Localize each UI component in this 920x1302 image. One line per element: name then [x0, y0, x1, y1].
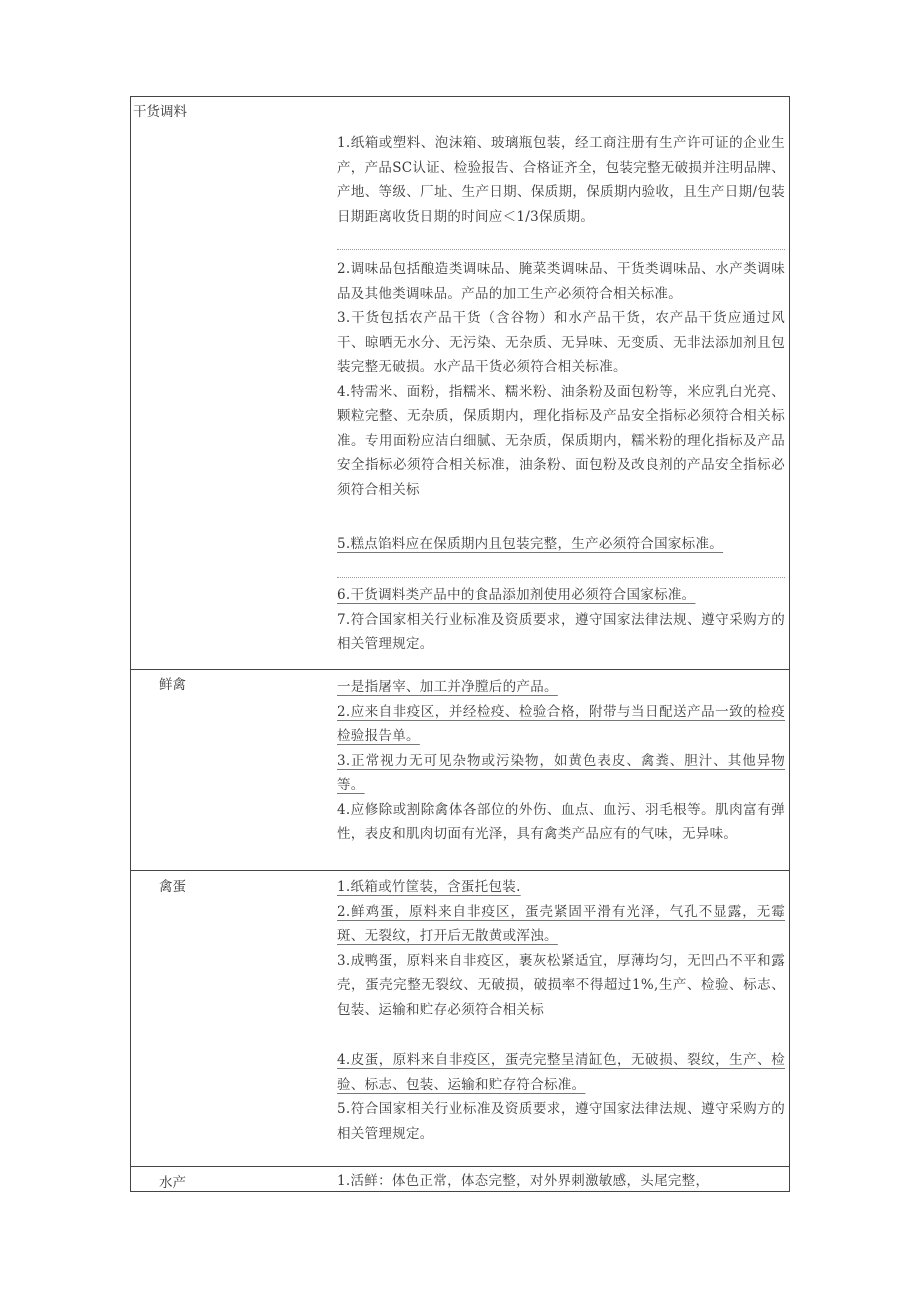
fresh-poultry-item-2: 2.应来自非疫区，并经检疫、检验合格，附带与当日配送产品一致的检疫检验报告单。	[337, 703, 785, 744]
fresh-poultry-item-1: 一是指屠宰、加工并净膛后的产品。	[337, 679, 558, 695]
dry-goods-item-6: 6.干货调料类产品中的食品添加剂使用必须符合国家标准。	[337, 587, 696, 603]
dotted-divider	[337, 577, 785, 578]
aquatic-item-1: 1.活鲜：体色正常，体态完整，对外界刺激敏感，头尾完整，	[337, 1173, 710, 1189]
fresh-poultry-item-4: 4.应修除或割除禽体各部位的外伤、血点、血污、羽毛根等。肌肉富有弹性，表皮和肌肉切面有光泽，具有禽类产品应有的气味，无异味。	[337, 801, 785, 842]
dry-goods-item-2: 2.调味品包括酿造类调味品、腌菜类调味品、干货类调味品、水产类调味品及其他类调味品。产品的加工生产必须符合相关标准。	[337, 261, 785, 302]
eggs-item-4: 4.皮蛋，原料来自非疫区，蛋壳完整呈清缸色，无破损、裂纹，生产、检验、标志、包装、运输和贮存符合标准。	[337, 1052, 785, 1093]
category-dry-goods: 干货调料	[133, 104, 187, 120]
aquatic-text-block	[337, 1169, 785, 1194]
row-divider	[131, 870, 789, 871]
dotted-divider	[337, 249, 785, 250]
dry-goods-text-block-2	[337, 257, 785, 502]
eggs-text-block-1	[337, 875, 785, 1022]
row-divider	[131, 669, 789, 670]
dry-goods-item-7: 7.符合国家相关行业标准及资质要求，遵守国家法律法规、遵守采购方的相关管理规定。	[337, 611, 785, 652]
category-fresh-poultry: 鲜禽	[159, 677, 186, 693]
eggs-text-block-2	[337, 1048, 785, 1146]
spec-table	[130, 96, 790, 1192]
dry-goods-item-4: 4.特需米、面粉，指糯米、糯米粉、油条粉及面包粉等，米应乳白光亮、颗粒完整、无杂质，保质期内，理化指标及产品安全指标必须符合相关标准。专用面粉应洁白细腻、无杂质，保质期内，糯米粉的理化指标及产品安全指标必须符合相关标准，油条粉、面包粉及改良剂的产品安全指标必须符合相关标	[337, 383, 785, 498]
fresh-poultry-text-block	[337, 675, 785, 847]
dry-goods-item-1: 1.纸箱或塑料、泡沫箱、玻璃瓶包装，经工商注册有生产许可证的企业生产，产品SC认证、检验报告、合格证齐全，包装完整无破损并注明品牌、产地、等级、厂址、生产日期、保质期，保质期内验收，且生产日期/包装日期距离收货日期的时间应＜1/3保质期。	[337, 135, 785, 225]
eggs-item-3: 3.成鸭蛋，原料来自非疫区，裹灰松紧适宜，厚薄均匀，无凹凸不平和露壳，蛋壳完整无裂纹、无破损，破损率不得超过1%,生产、检验、标志、包装、运输和贮存必须符合相关标	[337, 952, 785, 1018]
category-aquatic: 水产	[159, 1175, 186, 1191]
dry-goods-item-5: 5.糕点馅料应在保质期内且包装完整，生产必须符合国家标准。	[337, 536, 724, 552]
eggs-item-5: 5.符合国家相关行业标准及资质要求，遵守国家法律法规、遵守采购方的相关管理规定。	[337, 1101, 785, 1142]
eggs-item-2: 2.鲜鸡蛋，原料来自非疫区，蛋壳紧固平滑有光泽，气孔不显露，无霉斑、无裂纹，打开后无散黄或浑浊。	[337, 903, 785, 944]
dry-goods-text-block-1	[337, 131, 785, 229]
category-eggs: 禽蛋	[159, 879, 186, 895]
dry-goods-text-block-4	[337, 583, 785, 657]
dry-goods-text-block-3	[337, 532, 785, 557]
eggs-item-1: 1.纸箱或竹筐装，含蛋托包装.	[337, 879, 521, 895]
row-divider	[131, 1166, 789, 1167]
fresh-poultry-item-3: 3.正常视力无可见杂物或污染物，如黄色表皮、禽粪、胆汁、其他异物等。	[337, 752, 785, 793]
dry-goods-item-3: 3.干货包括农产品干货（含谷物）和水产品干货，农产品干货应通过风干、晾晒无水分、无污染、无杂质、无异味、无变质、无非法添加剂且包装完整无破损。水产品干货必须符合相关标准。	[337, 310, 785, 375]
